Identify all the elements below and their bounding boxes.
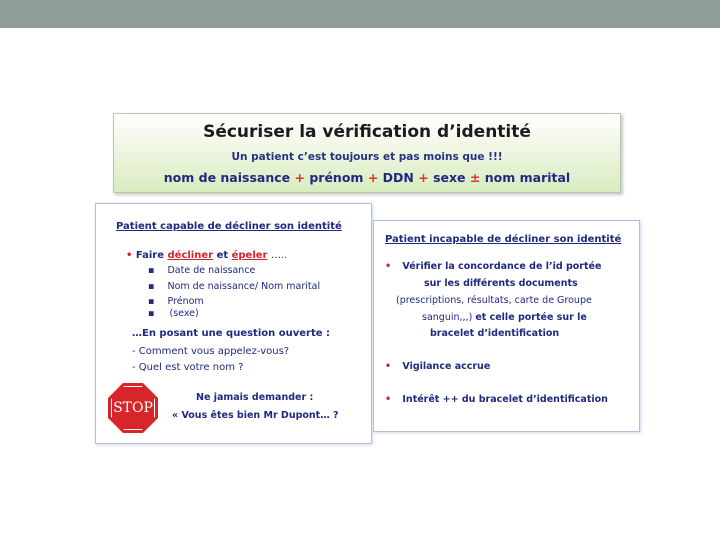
- bullet-point-3: • Intérêt ++ du bracelet d’identification: [385, 394, 608, 405]
- operator-plus-minus: ±: [469, 170, 481, 185]
- stop-label: STOP: [113, 400, 153, 416]
- point-1-line-2: sur les différents documents: [424, 278, 578, 289]
- bullet-point-2: • Vigilance accrue: [385, 361, 491, 372]
- question-example: - Comment vous appelez-vous?: [132, 346, 290, 357]
- bullet-icon: •: [385, 261, 392, 272]
- operator-plus: +: [294, 170, 305, 185]
- list-item: ▪ Nom de naissance/ Nom marital: [148, 281, 321, 292]
- field-birth-name: nom de naissance: [163, 170, 291, 185]
- square-bullet-icon: ▪: [148, 296, 155, 307]
- word-decliner: décliner: [167, 250, 214, 261]
- square-bullet-icon: ▪: [148, 281, 155, 292]
- capable-patient-title: Patient capable de décliner son identité: [116, 221, 342, 232]
- operator-plus: +: [367, 170, 379, 185]
- operator-plus: +: [418, 170, 429, 185]
- list-item: ▪ Prénom: [148, 296, 204, 307]
- bullet-icon: •: [385, 394, 392, 405]
- square-bullet-icon: ▪: [148, 308, 155, 319]
- bullet-icon: •: [385, 361, 392, 372]
- top-bar: [0, 0, 720, 28]
- field-married-name: nom marital: [484, 170, 571, 185]
- bullet-point-1: • Vérifier la concordance de l’id portée: [385, 261, 602, 272]
- decline-spell-instruction: • Faire décliner et épeler …..: [126, 250, 288, 261]
- field-dob: DDN: [382, 170, 414, 185]
- identity-banner: [113, 113, 621, 193]
- page-title: Sécuriser la vérification d’identité: [203, 122, 531, 142]
- banner-subtitle: Un patient c’est toujours et pas moins que !!!: [231, 151, 503, 163]
- bullet-icon: •: [126, 250, 133, 261]
- never-ask-heading: Ne jamais demander :: [196, 392, 314, 403]
- list-item: ▪ (sexe): [148, 308, 199, 319]
- identity-fields: [114, 170, 620, 185]
- point-1-line-5: bracelet d’identification: [430, 328, 560, 339]
- field-first-name: prénom: [309, 170, 364, 185]
- list-item: ▪ Date de naissance: [148, 265, 256, 276]
- point-1-documents: (prescriptions, résultats, carte de Groupe: [396, 295, 592, 306]
- capable-patient-box: [95, 203, 372, 444]
- square-bullet-icon: ▪: [148, 265, 155, 276]
- word-epeler: épeler: [231, 250, 268, 261]
- field-sex: sexe: [433, 170, 466, 185]
- point-1-line-4: sanguin,,,) et celle portée sur le: [422, 312, 587, 323]
- stop-sign-icon: [108, 383, 158, 433]
- question-example: - Quel est votre nom ?: [132, 362, 244, 373]
- incapable-patient-box: [373, 220, 640, 432]
- incapable-patient-title: Patient incapable de décliner son identité: [385, 234, 622, 245]
- open-question-note: …En posant une question ouverte :: [132, 328, 330, 339]
- never-ask-example: « Vous êtes bien Mr Dupont… ?: [172, 410, 339, 421]
